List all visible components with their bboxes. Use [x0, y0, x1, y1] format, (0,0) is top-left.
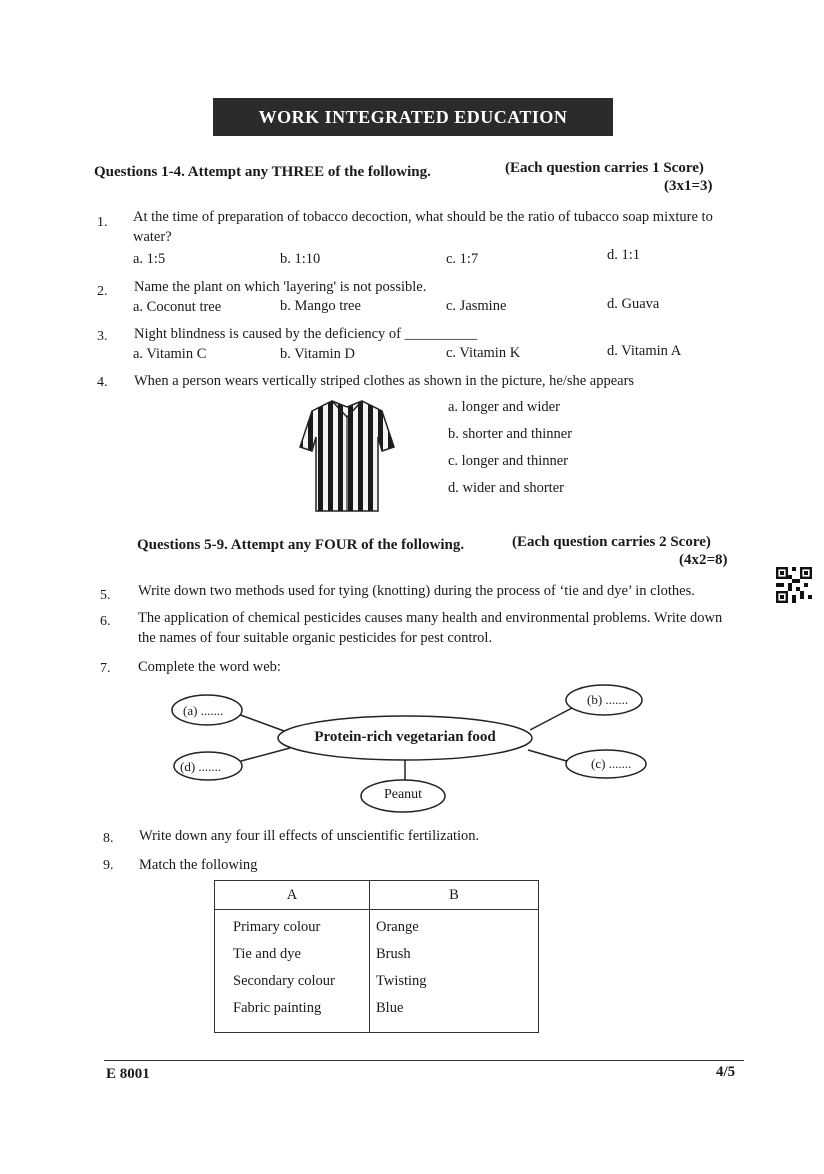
striped-shirt-image	[298, 397, 396, 515]
question-3-text: Night blindness is caused by the deficiency of __________	[134, 326, 478, 342]
q4-option-d: d. wider and shorter	[448, 480, 564, 496]
question-6-text	[138, 608, 748, 648]
question-4-text: When a person wears vertically striped clothes as shown in the picture, he/she appears	[134, 373, 635, 389]
footer-divider	[104, 1060, 744, 1061]
q2-option-d: d. Guava	[607, 296, 660, 312]
q2-option-b: b. Mango tree	[280, 298, 361, 314]
question-6-line1: The application of chemical pesticides causes many health and environmental problems. Write down	[138, 610, 723, 626]
qr-code	[776, 567, 812, 603]
section1-instruction: Questions 1-4. Attempt any THREE of the following.	[94, 164, 431, 180]
question-number: 9.	[103, 858, 114, 873]
web-connector-c	[528, 750, 570, 762]
question-number: 6.	[100, 614, 111, 629]
web-center-label: Protein-rich vegetarian food	[314, 729, 496, 745]
web-node-peanut: Peanut	[383, 787, 423, 802]
question-1-line2: water?	[133, 229, 172, 245]
match-item-a: Primary colour	[233, 919, 321, 935]
q3-option-d: d. Vitamin A	[607, 343, 682, 359]
q2-option-c: c. Jasmine	[446, 298, 507, 314]
web-node-a: (a) .......	[183, 703, 224, 718]
section1-score: (3x1=3)	[664, 178, 713, 194]
question-6-line2: the names of four suitable organic pesticides for pest control.	[138, 630, 493, 646]
match-col-a-header: A	[215, 881, 370, 910]
question-number: 2.	[97, 284, 108, 299]
section2-carries: (Each question carries 2 Score)	[512, 534, 711, 550]
q1-option-a: a. 1:5	[133, 251, 166, 267]
q1-option-d: d. 1:1	[607, 247, 641, 263]
q4-option-c: c. longer and thinner	[448, 453, 568, 469]
page-number: 4/5	[716, 1064, 736, 1080]
web-connector-b	[530, 708, 572, 730]
exam-code: E 8001	[106, 1066, 150, 1082]
match-col-a-cell	[215, 910, 370, 1033]
q2-option-a: a. Coconut tree	[133, 299, 222, 315]
section2-score: (4x2=8)	[679, 552, 728, 568]
q4-option-b: b. shorter and thinner	[448, 426, 573, 442]
match-item-a: Secondary colour	[233, 973, 335, 989]
question-7-text: Complete the word web:	[138, 659, 281, 675]
q3-option-a: a. Vitamin C	[133, 346, 207, 362]
web-node-c: (c) .......	[591, 756, 632, 771]
question-5-text: Write down two methods used for tying (knotting) during the process of ‘tie and dye’ in clothes.	[138, 583, 695, 599]
match-item-a: Tie and dye	[233, 946, 301, 962]
match-table-header	[215, 881, 539, 910]
web-node-d: (d) .......	[180, 759, 222, 774]
section1-carries: (Each question carries 1 Score)	[505, 160, 704, 176]
q1-option-c: c. 1:7	[446, 251, 479, 267]
q3-option-c: c. Vitamin K	[446, 345, 521, 361]
question-8-text: Write down any four ill effects of unscientific fertilization.	[139, 828, 480, 844]
question-2-text: Name the plant on which 'layering' is not possible.	[134, 279, 427, 295]
question-number: 8.	[103, 831, 114, 846]
match-item-b: Brush	[376, 946, 411, 962]
web-node-b: (b) .......	[587, 692, 629, 707]
match-item-a: Fabric painting	[233, 1000, 322, 1016]
question-9-text: Match the following	[139, 857, 258, 873]
question-number: 4.	[97, 375, 108, 390]
section2-instruction: Questions 5-9. Attempt any FOUR of the following.	[137, 537, 465, 553]
question-number: 7.	[100, 661, 111, 676]
question-1-text	[133, 207, 745, 247]
match-table-body	[215, 910, 539, 1033]
match-table	[214, 880, 539, 1033]
match-item-b: Twisting	[376, 973, 427, 989]
q1-option-b: b. 1:10	[280, 251, 321, 267]
q4-option-a: a. longer and wider	[448, 399, 560, 415]
page-title: WORK INTEGRATED EDUCATION	[213, 98, 613, 136]
match-item-b: Orange	[376, 919, 419, 935]
q3-option-b: b. Vitamin D	[280, 346, 355, 362]
question-number: 1.	[97, 215, 108, 230]
match-item-b: Blue	[376, 1000, 404, 1016]
match-col-b-header: B	[370, 881, 539, 910]
question-number: 3.	[97, 329, 108, 344]
question-1-line1: At the time of preparation of tobacco decoction, what should be the ratio of tubacco soap mixture to	[133, 209, 713, 225]
match-col-b-cell	[370, 910, 539, 1033]
question-number: 5.	[100, 588, 111, 603]
